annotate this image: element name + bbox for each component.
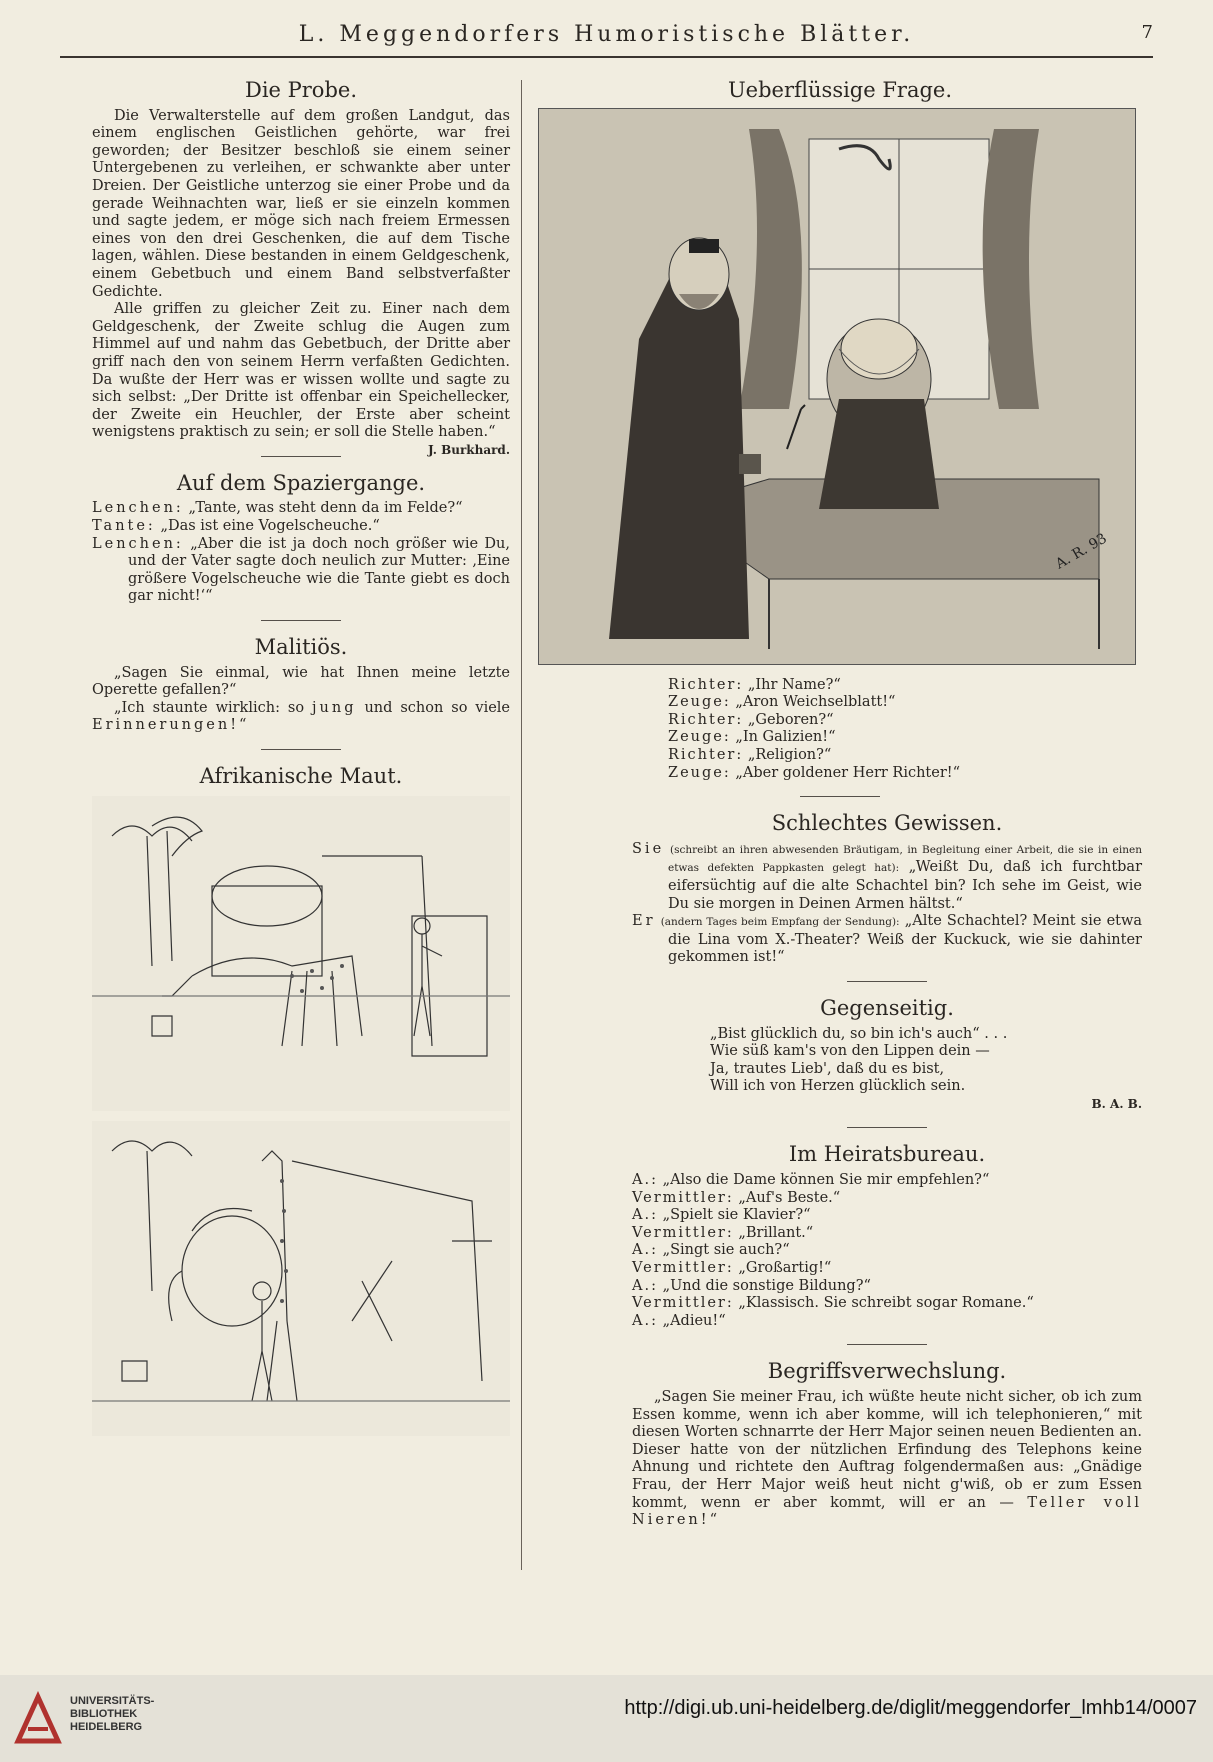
giraffe-scene-2-image: [92, 1121, 510, 1436]
separator: [800, 796, 880, 797]
courtroom-image: [539, 109, 1135, 664]
viewer-footer: [0, 1675, 1213, 1762]
probe-title: Die Probe.: [244, 78, 357, 102]
malitioes-paragraph-1: „Sagen Sie einmal, wie hat Ihnen meine letzte Operette gefallen?“: [92, 664, 510, 699]
maut-title: Afrikanische Maut.: [199, 764, 403, 788]
dialog-line: A.: „Adieu!“: [632, 1312, 726, 1329]
dialog-line: A.: „Und die sonstige Bildung?“: [632, 1277, 871, 1294]
illustration-giraffe-toll-2: [92, 1121, 510, 1436]
frage-dialog: [538, 677, 1142, 783]
giraffe-scene-1-image: [92, 796, 510, 1111]
dialog-line: Richter: „Ihr Name?“: [668, 676, 841, 693]
frage-title: Ueberflüssige Frage.: [727, 78, 953, 102]
poem: [632, 1026, 1142, 1096]
illustration-courtroom: [538, 108, 1136, 665]
separator: [847, 981, 927, 982]
probe-paragraph-2: [92, 301, 510, 457]
malitioes-title: Malitiös.: [254, 635, 348, 660]
journal-title: L. Meggendorfers Humoristische Blätter.: [298, 22, 915, 47]
probe-paragraph-2-text: Alle griffen zu gleicher Zeit zu. Einer nach dem Geldgeschenk, der Zweite schlug die Augen zum Himmel auf und nahm das Gebetbuch, der Dritte aber griff nach den von seinem Herrn verfaßten Gedichten. Da wußte der Herr was er wissen wollte und sagte zu sich selbst: „Der Dritte ist offenbar ein Speichellecker, der Zweite ein Heuchler, der Erste aber scheint wenigstens praktisch zu sein; er soll die Stelle haben.“: [92, 301, 510, 441]
dialog-line: Richter: „Religion?“: [668, 746, 832, 763]
dialog-line: Vermittler: „Auf's Beste.“: [632, 1189, 841, 1206]
begriff-paragraph: „Sagen Sie meiner Frau, ich wüßte heute nicht sicher, ob ich zum Essen komme, wenn ich aber komme, will ich telephonieren,“ mit diesen Worten schnarrte der Herr Major seinen neuen Bedienten an. Dieser hatte von der nützlichen Erfindung des Telephons keine Ahnung und richtete den Auftrag folgendermaßen aus: „Gnädige Frau, der Herr Major weiß heut nicht g'wiß, ob er zum Essen kommt, wenn er aber kommt, will er an — Teller voll Nieren!“: [632, 1389, 1143, 1529]
library-logo-icon: [14, 1691, 62, 1747]
column-divider: [521, 80, 522, 1570]
dialog-line: Richter: „Geboren?“: [668, 711, 834, 728]
page-header: [60, 22, 1153, 58]
illustration-giraffe-toll-1: [92, 796, 510, 1111]
probe-author: J. Burkhard.: [428, 442, 510, 457]
poem-verse: Will ich von Herzen glücklich sein.: [710, 1078, 966, 1095]
dialog-line: Tante: „Das ist eine Vogelscheuche.“: [92, 518, 380, 535]
dialog-line: Vermittler: „Brillant.“: [632, 1224, 814, 1241]
left-column: [92, 80, 510, 1442]
right-subcolumn: [538, 811, 1143, 1530]
separator: [261, 620, 341, 621]
dialog-line: A.: „Singt sie auch?“: [632, 1242, 790, 1259]
malitioes-paragraph-2: „Ich staunte wirklich: so jung und schon so viele Erinnerungen!“: [92, 699, 511, 734]
dialog-line: Zeuge: „Aber goldener Herr Richter!“: [668, 764, 961, 781]
dialog-line: Lenchen: „Aber die ist ja doch noch größer wie Du, und der Vater sagte doch neulich zur Mutter: ‚Eine größere Vogelscheuche wie die Tante giebt es doch gar nicht!‘“: [92, 535, 510, 605]
right-column: [538, 80, 1142, 1530]
probe-paragraph-1: Die Verwalterstelle auf dem großen Landgut, das einem englischen Geistlichen gehörte, war frei geworden; der Besitzer beschloß sie einem seiner Untergebenen zu verleihen, er schwankte aber unter Dreien. Der Geistliche unterzog sie einer Probe und da gerade Weihnachten war, ließ er sie einzeln kommen und sagte jedem, er möge sich nach freiem Ermessen eines von den drei Geschenken, die auf dem Tische lagen, wählen. Diese bestanden in einem Geldgeschenk, einem Gebetbuch und einem Band selbstverfaßter Gedichte.: [92, 107, 510, 300]
spazier-title: Auf dem Spaziergange.: [176, 470, 426, 495]
poem-verse: „Bist glücklich du, so bin ich's auch“ . . .: [710, 1025, 1008, 1042]
separator: [847, 1127, 927, 1128]
gewissen-sie: Sie (schreibt an ihren abwesenden Bräutigam, in Begleitung einer Arbeit, die sie in einen etwas defekten Pappkasten gelegt hat): „Weißt Du, daß ich furchtbar eifersüchtig auf die alte Schachtel bin? Ich sehe im Geist, wie Du sie morgen in Deinen Armen hältst.“: [632, 840, 1143, 912]
artist-signature: A. R. 93: [1053, 530, 1110, 573]
page-number: 7: [1141, 22, 1153, 43]
dialog-line: Lenchen: „Tante, was steht denn da im Felde?“: [92, 500, 463, 517]
poem-verse: Ja, trautes Lieb', daß du es bist,: [710, 1060, 945, 1077]
heirat-dialog: [632, 1172, 1142, 1330]
gewissen-er: Er (andern Tages beim Empfang der Sendung): „Alte Schachtel? Meint sie etwa die Lina vom X.-Theater? Weiß der Kuckuck, wie sie dahinter gekommen ist!“: [632, 913, 1143, 966]
separator: [847, 1344, 927, 1345]
begriff-title: Begriffsverwechslung.: [767, 1359, 1007, 1384]
dialog-line: Zeuge: „In Galizien!“: [668, 729, 836, 746]
separator: [261, 749, 341, 750]
dialog-line: A.: „Spielt sie Klavier?“: [632, 1207, 811, 1224]
dialog-line: Vermittler: „Klassisch. Sie schreibt sogar Romane.“: [632, 1295, 1034, 1312]
separator: [261, 456, 341, 457]
poem-author: B. A. B.: [1091, 1096, 1142, 1111]
library-name: UNIVERSITÄTS- BIBLIOTHEK HEIDELBERG: [70, 1695, 155, 1733]
dialog-line: Vermittler: „Großartig!“: [632, 1260, 832, 1277]
dialog-line: A.: „Also die Dame können Sie mir empfehlen?“: [632, 1172, 990, 1189]
gewissen-title: Schlechtes Gewissen.: [771, 811, 1003, 836]
permalink-url[interactable]: http://digi.ub.uni-heidelberg.de/diglit/meggendorfer_lmhb14/0007: [624, 1697, 1197, 1719]
heirat-title: Im Heiratsbureau.: [788, 1142, 986, 1167]
dialog-line: Zeuge: „Aron Weichselblatt!“: [668, 694, 896, 711]
gegenseitig-title: Gegenseitig.: [820, 995, 954, 1020]
poem-verse: Wie süß kam's von den Lippen dein —: [710, 1043, 990, 1060]
